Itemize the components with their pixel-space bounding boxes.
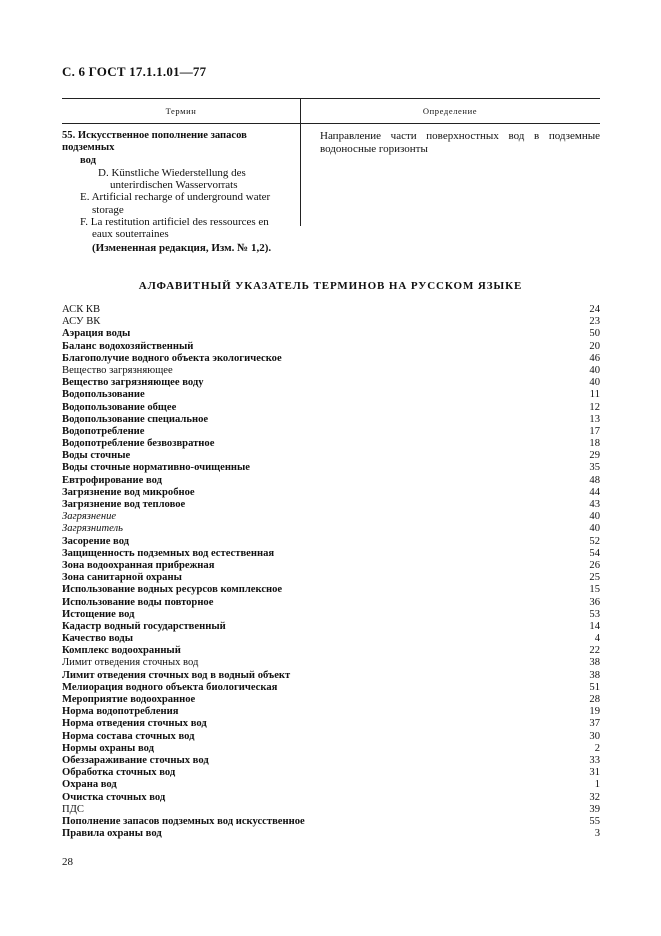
index-entry [62,657,600,669]
index-entry [62,743,600,755]
index-term-number: 4 [594,633,600,645]
index-term: Очистка сточных вод [62,791,166,803]
index-entry [62,487,600,499]
index-term-number: 15 [589,584,600,596]
index-term: Обеззараживание сточных вод [62,754,209,766]
term-french-line: F. La restitution artificiel des ressources en [80,216,269,229]
table-row [62,124,600,241]
index-term: АСУ ВК [62,316,101,328]
index-term-number: 19 [589,706,600,718]
index-term: Использование водных ресурсов комплексное [62,584,283,596]
index-entry [62,706,600,718]
index-term: Правила охраны вод [62,828,162,840]
index-term-number: 40 [589,364,600,376]
index-term-number: 30 [589,730,600,742]
index-entry [62,694,600,706]
index-term-number: 23 [589,316,600,328]
index-term: Норма водопотребления [62,706,179,718]
term-russian-line: вод [80,154,96,166]
term-german-line: unterirdischen Wasservorrats [110,179,238,192]
index-term: Воды сточные [62,450,131,462]
index-term-number: 39 [589,803,600,815]
index-term-number: 53 [589,608,600,620]
index-term: Нормы охраны вод [62,742,154,754]
index-term: Зона санитарной охраны [62,572,182,584]
index-term-number: 29 [589,450,600,462]
index-entry [62,499,600,511]
term-table [62,98,600,241]
index-entry [62,353,600,365]
index-term-number: 3 [594,828,600,840]
index-term: Водопотребление [62,425,145,437]
index-term: Обработка сточных вод [62,767,176,779]
revision-note: (Измененная редакция, Изм. № 1,2). [92,242,272,254]
index-entry [62,792,600,804]
index-term: Защищенность подземных вод естественная [62,547,275,559]
index-term-number: 52 [589,535,600,547]
index-term-number: 28 [589,694,600,705]
index-term-number: 13 [589,413,600,425]
index-entry [62,426,600,438]
index-term: Загрязнение [62,511,117,523]
index-entry [62,645,600,657]
index-term: Евтрофирование вод [62,474,162,486]
index-entry [62,511,600,523]
index-entry [62,450,600,462]
index-term: Использование воды повторное [62,596,214,608]
index-term-number: 38 [589,657,600,669]
index-term: Загрязнитель [62,523,123,535]
index-term-number: 48 [589,474,600,486]
index-term-number: 31 [589,767,600,779]
index-term-number: 40 [589,523,600,535]
index-term-number: 44 [589,486,600,498]
index-entry [62,597,600,609]
index-term: Истощение вод [62,608,135,620]
index-term: АСК КВ [62,304,101,315]
index-entry [62,328,600,340]
index-entry [62,365,600,377]
index-term-number: 12 [589,401,600,413]
index-term-number: 55 [589,815,600,827]
index-entry [62,572,600,584]
index-list [62,304,600,840]
index-entry [62,316,600,328]
index-term-number: 50 [589,328,600,340]
index-term-number: 51 [589,681,600,693]
term-cell [62,124,296,241]
index-entry [62,609,600,621]
index-term-number: 26 [589,559,600,571]
index-term-number: 32 [589,791,600,803]
index-term: Комплекс водоохранный [62,645,181,657]
index-term: Вещество загрязняющее воду [62,377,204,389]
index-term-number: 1 [594,779,600,791]
index-entry [62,670,600,682]
index-term-number: 40 [589,511,600,523]
term-french-line: eaux souterraines [92,228,169,241]
index-entry [62,341,600,353]
index-term: Загрязнение вод тепловое [62,499,186,510]
index-term: Вещество загрязняющее [62,364,173,376]
index-entry [62,523,600,535]
index-term-number: 40 [589,377,600,389]
index-term-number: 43 [589,499,600,510]
index-term-number: 24 [589,304,600,315]
index-entry [62,755,600,767]
page-header: С. 6 ГОСТ 17.1.1.01—77 [62,64,207,79]
index-term: Водопользование общее [62,401,177,413]
index-term-number: 25 [589,572,600,584]
index-term: Лимит отведения сточных вод в водный объект [62,669,291,681]
index-entry [62,584,600,596]
index-term-number: 46 [589,352,600,364]
index-entry [62,438,600,450]
index-term: Мероприятие водоохранное [62,694,196,705]
index-term-number: 18 [589,438,600,450]
index-entry [62,767,600,779]
index-term: Воды сточные нормативно-очищенные [62,462,251,474]
index-entry [62,779,600,791]
index-entry [62,560,600,572]
term-english-line: E. Artificial recharge of underground water [80,191,271,204]
index-entry [62,804,600,816]
index-term-number: 35 [589,462,600,474]
index-title: АЛФАВИТНЫЙ УКАЗАТЕЛЬ ТЕРМИНОВ НА РУССКОМ ЯЗЫКЕ [138,280,523,292]
index-entry [62,621,600,633]
index-entry [62,536,600,548]
index-entry [62,633,600,645]
term-english [62,191,296,216]
index-term: Мелиорация водного объекта биологическая [62,681,278,693]
index-term-number: 37 [589,718,600,730]
index-entry [62,402,600,414]
index-term-number: 54 [589,547,600,559]
index-term-number: 36 [589,596,600,608]
index-term: ПДС [62,803,84,815]
term-german [62,167,296,192]
index-term: Баланс водохозяйственный [62,340,194,352]
index-term: Водопотребление безвозвратное [62,438,215,450]
column-header-definition: Определение [422,106,478,116]
index-term: Водопользование специальное [62,413,209,425]
index-entry [62,414,600,426]
index-entry [62,548,600,560]
index-term: Загрязнение вод микробное [62,486,195,498]
index-entry [62,462,600,474]
column-header-term: Термин [165,106,197,116]
index-term-number: 38 [589,669,600,681]
index-term-number: 11 [589,389,600,401]
index-entry [62,304,600,316]
index-term: Кадастр водный государственный [62,620,226,632]
index-term-number: 33 [589,754,600,766]
index-entry [62,682,600,694]
column-divider [300,124,301,226]
index-entry [62,828,600,840]
index-entry [62,475,600,487]
index-term-number: 17 [589,425,600,437]
index-term: Водопользование [62,389,145,401]
definition-cell: Направление части поверхностных вод в подземные водоносные горизонты [320,130,600,155]
index-term-number: 22 [589,645,600,657]
column-divider [300,99,301,123]
index-term: Охрана вод [62,779,117,791]
index-term-number: 14 [589,620,600,632]
page-number: 28 [62,856,73,868]
index-term: Зона водоохранная прибрежная [62,559,215,571]
index-entry [62,377,600,389]
index-entry [62,816,600,828]
index-entry [62,718,600,730]
table-header-row [62,99,600,123]
term-french [62,216,296,241]
index-term: Засорение вод [62,535,130,547]
index-term: Норма отведения сточных вод [62,718,207,730]
index-term-number: 2 [594,742,600,754]
index-term-number: 20 [589,340,600,352]
index-term: Аэрация воды [62,328,131,340]
term-english-line: storage [92,203,124,216]
index-term: Пополнение запасов подземных вод искусственное [62,815,305,827]
index-term: Норма состава сточных вод [62,730,195,742]
index-term: Благополучие водного объекта экологическое [62,352,282,364]
index-entry [62,389,600,401]
term-russian-line: 55. Искусственное пополнение запасов подземных [62,130,247,154]
term-russian [62,130,296,167]
index-entry [62,731,600,743]
index-term: Качество воды [62,633,133,645]
index-term: Лимит отведения сточных вод [62,657,199,669]
term-german-line: D. Künstliche Wiederstellung des [98,166,246,179]
